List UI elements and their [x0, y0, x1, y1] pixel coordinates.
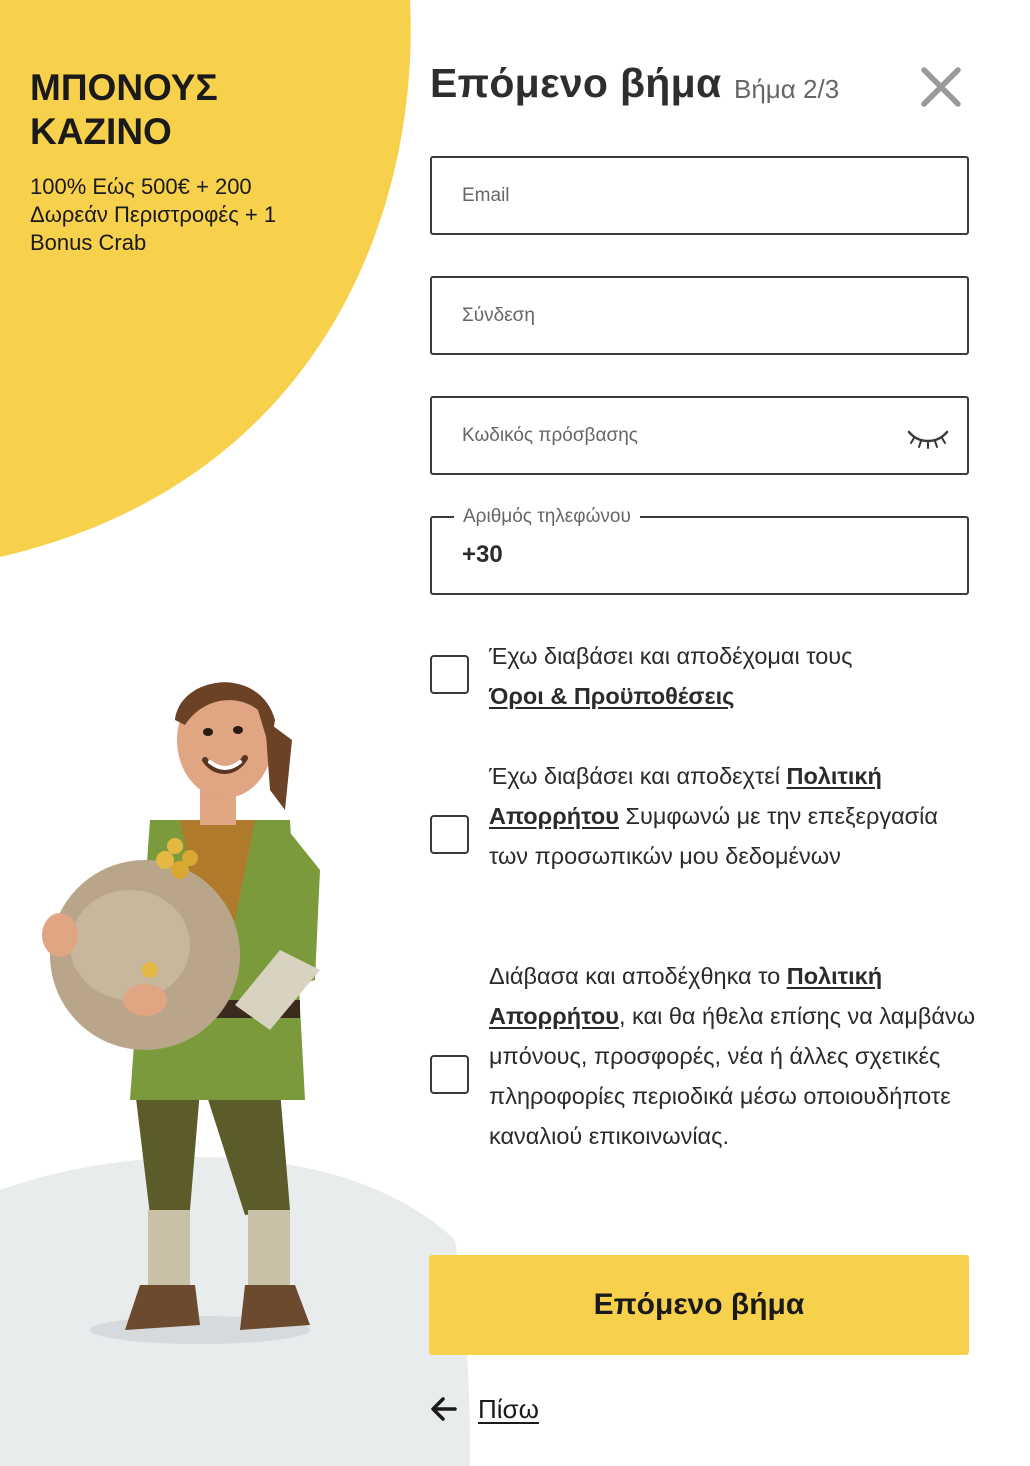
email-field-container — [430, 156, 969, 235]
back-link[interactable] — [430, 1391, 539, 1427]
marketing-consent-row — [430, 956, 975, 1196]
arrow-left-icon — [430, 1395, 458, 1423]
privacy-text-before: Έχω διαβάσει και αποδεχτεί — [489, 763, 780, 789]
privacy-checkbox[interactable] — [430, 815, 469, 854]
login-field-container — [430, 276, 969, 355]
terms-consent-text — [489, 636, 975, 716]
terms-consent-row — [430, 636, 975, 716]
back-label: Πίσω — [478, 1393, 539, 1424]
privacy-consent-text — [489, 756, 975, 876]
terms-link[interactable]: Όροι & Προϋποθέσεις — [489, 683, 735, 709]
phone-field-container[interactable] — [430, 506, 969, 595]
marketing-text-before: Διάβασα και αποδέχθηκα το — [489, 963, 781, 989]
marketing-text-after: , και θα ήθελα επίσης να λαμβάνω μπόνους, προσφορές, νέα ή άλλες σχετικές πληροφορίες περιοδικά μέσω οποιουδήποτε καναλιού επικοινωνίας. — [489, 1003, 976, 1149]
marketing-privacy-link[interactable]: Πολιτική Απορρήτου — [489, 963, 883, 1029]
next-step-button[interactable]: Επόμενο βήμα — [429, 1255, 969, 1355]
step-indicator: Βήμα 2/3 — [734, 74, 840, 104]
password-input[interactable] — [432, 398, 967, 473]
login-input[interactable] — [432, 278, 967, 353]
phone-label: Αριθμός τηλεφώνου — [454, 505, 640, 529]
terms-checkbox[interactable] — [430, 655, 469, 694]
privacy-policy-link[interactable]: Πολιτική Απορρήτου — [489, 763, 882, 829]
phone-prefix: +30 — [462, 541, 503, 568]
eye-closed-icon[interactable] — [905, 424, 951, 452]
promo-panel — [0, 0, 470, 1466]
marketing-consent-text — [489, 956, 979, 1156]
privacy-consent-row — [430, 756, 975, 916]
close-icon[interactable] — [918, 64, 964, 110]
promo-title: ΜΠΟΝΟΥΣ ΚΑΖΙΝΟ — [30, 67, 218, 152]
terms-text: Έχω διαβάσει και αποδέχομαι τους — [489, 643, 853, 669]
promo-description: 100% Εώς 500€ + 200 Δωρεάν Περιστροφές + 1 Bonus Crab — [30, 174, 277, 255]
mascot-illustration — [30, 670, 330, 1370]
page-title: Επόμενο βήμα — [430, 60, 722, 106]
marketing-checkbox[interactable] — [430, 1055, 469, 1094]
email-input[interactable] — [432, 158, 967, 233]
privacy-text-after: Συμφωνώ με την επεξεργασία των προσωπικών μου δεδομένων — [489, 803, 938, 869]
password-field-container — [430, 396, 969, 475]
